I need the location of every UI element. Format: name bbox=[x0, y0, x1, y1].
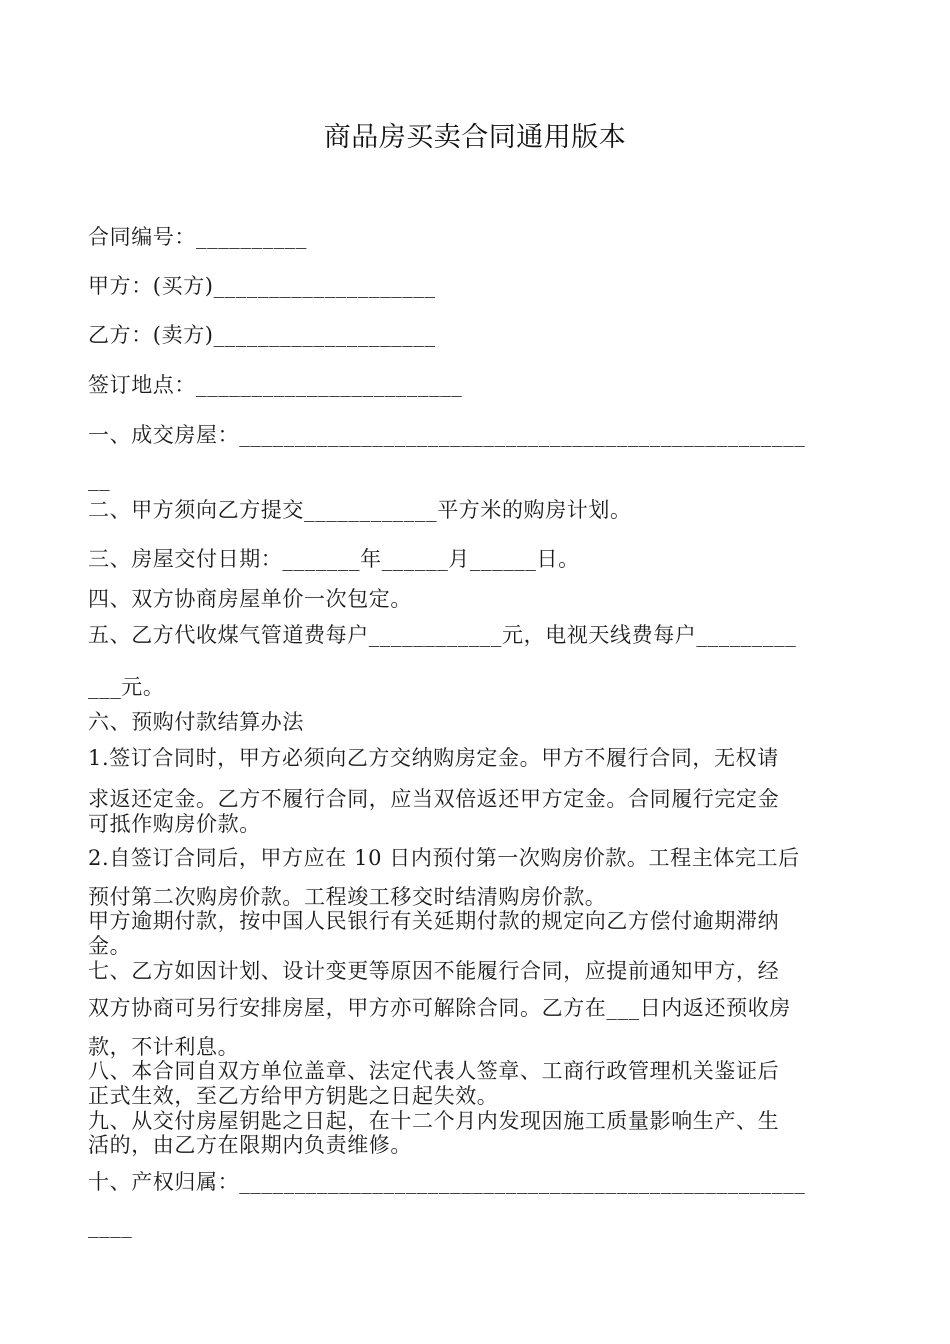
clause-6-item-2: 2.自签订合同后，甲方应在 10 日内预付第一次购房价款。工程主体完工后 bbox=[88, 846, 800, 870]
clause-9-repairs-cont: 活的，由乙方在限期内负责维修。 bbox=[88, 1133, 412, 1157]
party-b-seller-line: 乙方：(卖方)____________________ bbox=[88, 323, 436, 347]
clause-4-unit-price: 四、双方协商房屋单价一次包定。 bbox=[88, 587, 412, 611]
clause-9-repairs: 九、从交付房屋钥匙之日起，在十二个月内发现因施工质量影响生产、生 bbox=[88, 1109, 780, 1133]
clause-8-effectiveness: 八、本合同自双方单位盖章、法定代表人签章、工商行政管理机关鉴证后 bbox=[88, 1059, 780, 1083]
clause-7-changes-cont: 双方协商可另行安排房屋，甲方亦可解除合同。乙方在___日内返还预收房 bbox=[88, 996, 791, 1020]
clause-6-item-1-cont: 可抵作购房价款。 bbox=[88, 812, 261, 836]
clause-6-item-2-cont: 预付第二次购房价款。工程竣工移交时结清购房价款。 bbox=[88, 885, 607, 909]
clause-5-fees-cont: ___元。 bbox=[88, 675, 165, 699]
clause-6-item-1: 1.签订合同时，甲方必须向乙方交纳购房定金。甲方不履行合同，无权请 bbox=[88, 746, 779, 770]
late-payment-line: 甲方逾期付款，按中国人民银行有关延期付款的规定向乙方偿付逾期滞纳 bbox=[88, 909, 780, 933]
clause-7-changes: 七、乙方如因计划、设计变更等原因不能履行合同，应提前通知甲方，经 bbox=[88, 959, 780, 983]
signing-place-line: 签订地点：________________________ bbox=[88, 373, 463, 397]
clause-1-property: 一、成交房屋：___________________________________________________ bbox=[88, 423, 806, 447]
party-a-buyer-line: 甲方：(买方)____________________ bbox=[88, 274, 436, 298]
clause-10-ownership: 十、产权归属：___________________________________________________ bbox=[88, 1170, 806, 1194]
clause-10-ownership-cont: ____ bbox=[88, 1214, 133, 1238]
clause-2-purchase-plan: 二、甲方须向乙方提交____________平方米的购房计划。 bbox=[88, 498, 632, 522]
clause-6-heading: 六、预购付款结算办法 bbox=[88, 710, 304, 734]
clause-1-property-cont: __ bbox=[88, 467, 111, 491]
clause-8-effectiveness-cont: 正式生效，至乙方给甲方钥匙之日起失效。 bbox=[88, 1084, 499, 1108]
clause-6-item-1-cont: 求返还定金。乙方不履行合同，应当双倍返还甲方定金。合同履行完定金 bbox=[88, 787, 780, 811]
document-title: 商品房买卖合同通用版本 bbox=[323, 122, 627, 153]
clause-7-changes-cont: 款，不计利息。 bbox=[88, 1035, 240, 1059]
contract-number-line: 合同编号：__________ bbox=[88, 225, 307, 249]
late-payment-line-cont: 金。 bbox=[88, 934, 132, 958]
clause-5-fees: 五、乙方代收煤气管道费每户____________元，电视天线费每户_________ bbox=[88, 623, 797, 647]
clause-3-delivery-date: 三、房屋交付日期：_______年______月______日。 bbox=[88, 547, 580, 571]
